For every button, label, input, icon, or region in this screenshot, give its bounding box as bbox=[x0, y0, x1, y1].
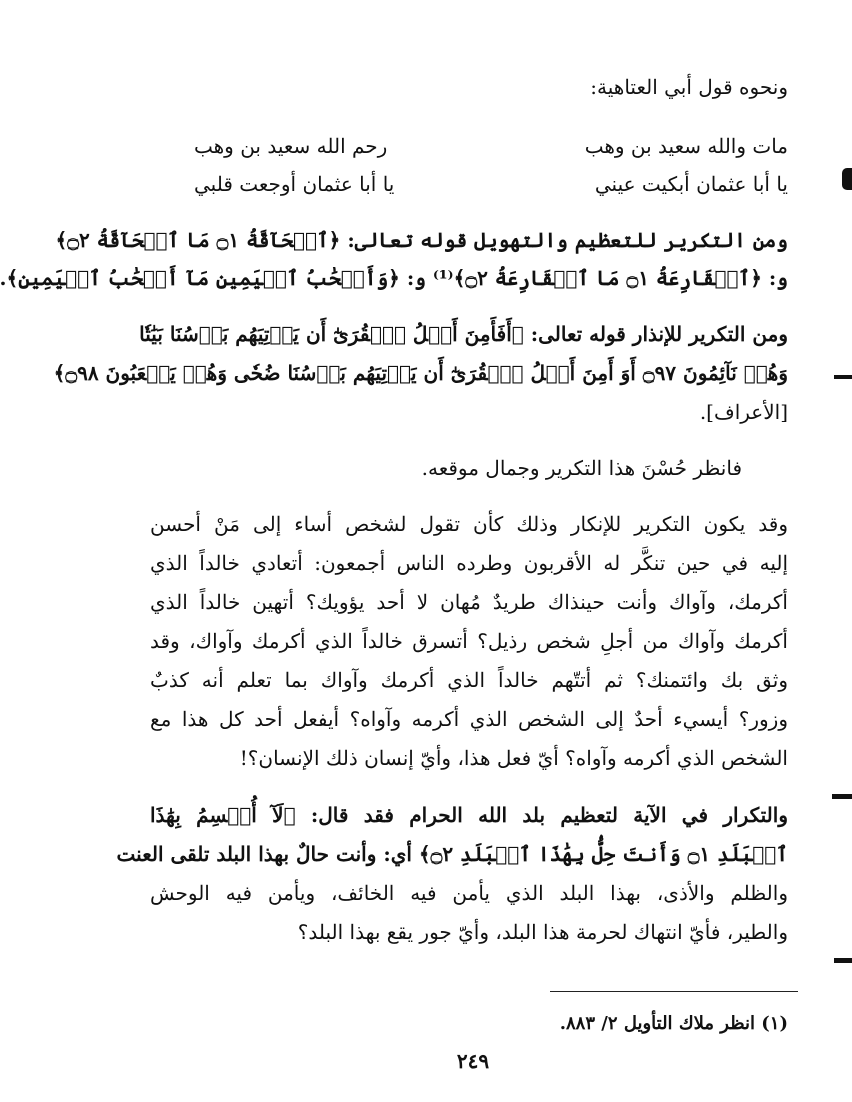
paragraph-line: والطير، فأيّ انتهاك لحرمة هذا البلد، وأيّ جور يقع بهذا البلد؟ bbox=[297, 920, 788, 944]
scan-mark bbox=[842, 168, 852, 190]
paragraph-line: وثق بك وائتمنك؟ ثم أتتّهم خالداً الذي أكرمك وآواك بما تعلم أنه كذبٌ bbox=[150, 668, 788, 692]
paragraph-line: الشخص الذي أكرمه وآواه؟ أيّ فعل هذا، وأيّ إنسان ذلك الإنسان؟! bbox=[239, 746, 788, 770]
footnote-divider bbox=[550, 991, 798, 992]
paragraph-line: [الأعراف]. bbox=[699, 400, 788, 424]
paragraph-line: ٱلۡبَلَدِ ۝١ وَأَنتَ حِلُّۢ بِهَٰذَا ٱلۡبَلَدِ ۝٢﴾ أي: وأنت حالٌ بهذا البلد تلقى العنت bbox=[116, 842, 788, 866]
paragraph-line: وَهُمۡ نَآئِمُونَ ۝٩٧ أَوَ أَمِنَ أَهۡلُ ٱلۡقُرَىٰٓ أَن يَأۡتِيَهُم بَأۡسُنَا ضُحٗى وَهُمۡ يَلۡعَبُونَ ۝٩٨﴾ bbox=[53, 361, 788, 385]
paragraph-line: و: ﴿ٱلۡقَارِعَةُ ۝١ مَا ٱلۡقَارِعَةُ ۝٢﴾⁽¹⁾ و: ﴿وَأَصۡحَٰبُ ٱلۡيَمِينِ مَآ أَصۡحَٰبُ ٱلۡيَمِينِ﴾. bbox=[0, 266, 788, 290]
paragraph-line: والتكرار في الآية لتعظيم بلد الله الحرام فقد قال: ﴿لَآ أُقۡسِمُ بِهَٰذَا bbox=[150, 803, 788, 827]
paragraph-line: وقد يكون التكرير للإنكار وذلك كأن تقول لشخص أساء إلى مَنْ أحسن bbox=[150, 512, 788, 536]
poem-verse-right: مات والله سعيد بن وهب bbox=[584, 134, 788, 158]
paragraph-line: والظلم والأذى، بهذا البلد الذي يأمن فيه الخائف، ويأمن فيه الوحش bbox=[150, 881, 788, 905]
scan-mark bbox=[834, 375, 852, 379]
paragraph-line: أكرمك وآواك من أجلِ شخص رذيل؟ أتسرق خالداً الذي أكرمك وآواك، وقد bbox=[150, 629, 788, 653]
paragraph-line: ومن التكرير للإنذار قوله تعالى: ﴿أَفَأَمِنَ أَهۡلُ ٱلۡقُرَىٰٓ أَن يَأۡتِيَهُم بَأۡسُنَا بَيَٰتٗا bbox=[139, 322, 788, 346]
paragraph-line: إليه في حين تنكَّر له الأقربون وطرده الناس أجمعون: أتعادي خالداً الذي bbox=[150, 551, 788, 575]
intro-line: ونحوه قول أبي العتاهية: bbox=[590, 75, 788, 99]
poem-verse-right: يا أبا عثمان أبكيت عيني bbox=[594, 172, 788, 196]
paragraph-line: ومن التكرير للتعظيم والتهويل قوله تعالى: ﴿ٱلۡحَآقَّةُ ۝١ مَا ٱلۡحَآقَّةُ ۝٢﴾ bbox=[55, 228, 788, 252]
scan-mark bbox=[832, 794, 852, 799]
poem-verse-left: يا أبا عثمان أوجعت قلبي bbox=[194, 172, 395, 196]
scan-mark bbox=[834, 958, 852, 963]
paragraph-line: وزور؟ أيسيء أحدٌ إلى الشخص الذي أكرمه وآواه؟ أيفعل أحد كل هذا مع bbox=[150, 707, 788, 731]
paragraph-line: فانظر حُسْنَ هذا التكرير وجمال موقعه. bbox=[421, 456, 742, 480]
page-number: ٢٤٩ bbox=[456, 1049, 490, 1073]
poem-verse-left: رحم الله سعيد بن وهب bbox=[194, 134, 388, 158]
paragraph-line: أكرمك، وآواك وأنت حينذاك طريدٌ مُهان لا أحد يؤويك؟ أتهين خالداً الذي bbox=[150, 590, 788, 614]
footnote: (١) انظر ملاك التأويل ٢/ ٨٨٣. bbox=[559, 1013, 788, 1034]
